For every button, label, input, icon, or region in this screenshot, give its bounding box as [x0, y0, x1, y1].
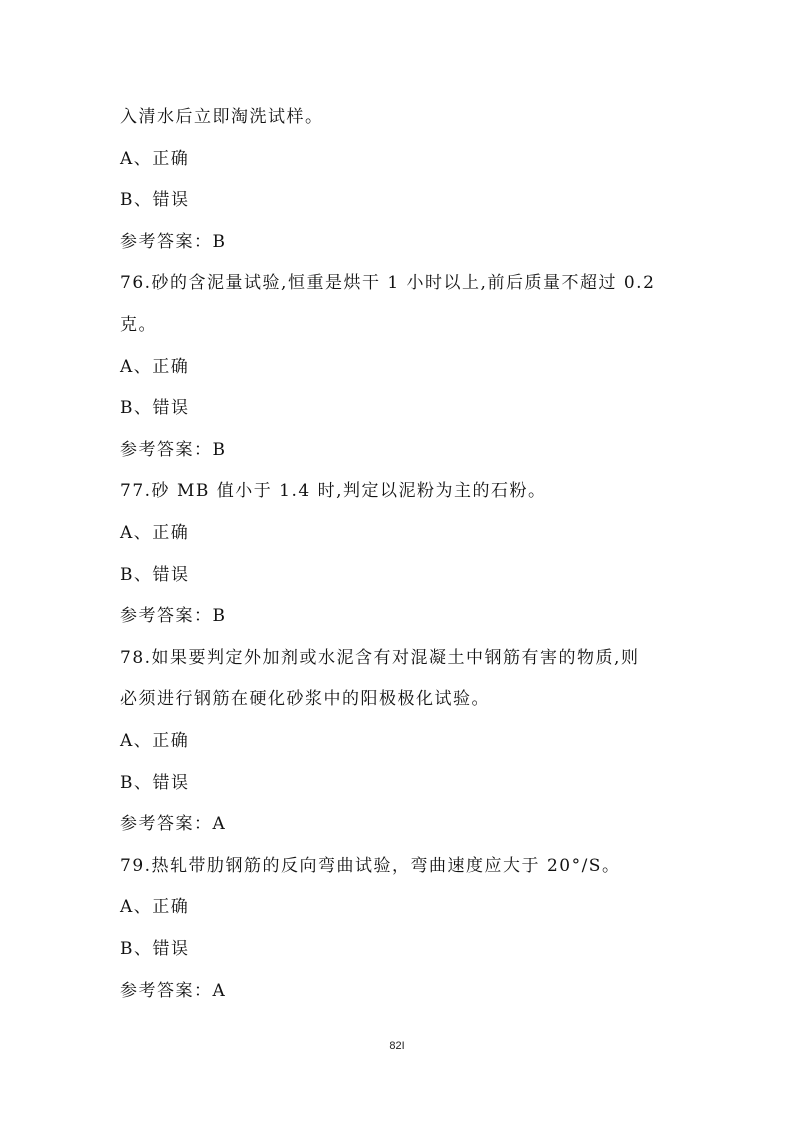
- option-a: A、正确: [120, 149, 190, 169]
- question-77: 77.砂 MB 值小于 1.4 时,判定以泥粉为主的石粉。: [120, 481, 547, 501]
- option-b: B、错误: [120, 773, 190, 793]
- option-a: A、正确: [120, 523, 190, 543]
- question-76: 76.砂的含泥量试验,恒重是烘干 1 小时以上,前后质量不超过 0.2: [120, 273, 656, 293]
- question-78: 78.如果要判定外加剂或水泥含有对混凝土中钢筋有害的物质,则: [120, 648, 640, 668]
- option-b: B、错误: [120, 190, 190, 210]
- question-76-continuation: 克。: [120, 315, 157, 335]
- reference-answer: 参考答案：A: [120, 981, 227, 1001]
- option-a: A、正确: [120, 357, 190, 377]
- reference-answer: 参考答案：B: [120, 606, 227, 626]
- question-75-continuation: 入清水后立即淘洗试样。: [120, 107, 324, 127]
- option-a: A、正确: [120, 731, 190, 751]
- question-79: 79.热轧带肋钢筋的反向弯曲试验，弯曲速度应大于 20°/S。: [120, 856, 621, 876]
- reference-answer: 参考答案：A: [120, 814, 227, 834]
- reference-answer: 参考答案：B: [120, 232, 227, 252]
- option-b: B、错误: [120, 398, 190, 418]
- option-a: A、正确: [120, 897, 190, 917]
- question-78-continuation: 必须进行钢筋在硬化砂浆中的阳极极化试验。: [120, 689, 490, 709]
- option-b: B、错误: [120, 939, 190, 959]
- option-b: B、错误: [120, 565, 190, 585]
- reference-answer: 参考答案：B: [120, 440, 227, 460]
- page-number: 82I: [389, 1040, 405, 1052]
